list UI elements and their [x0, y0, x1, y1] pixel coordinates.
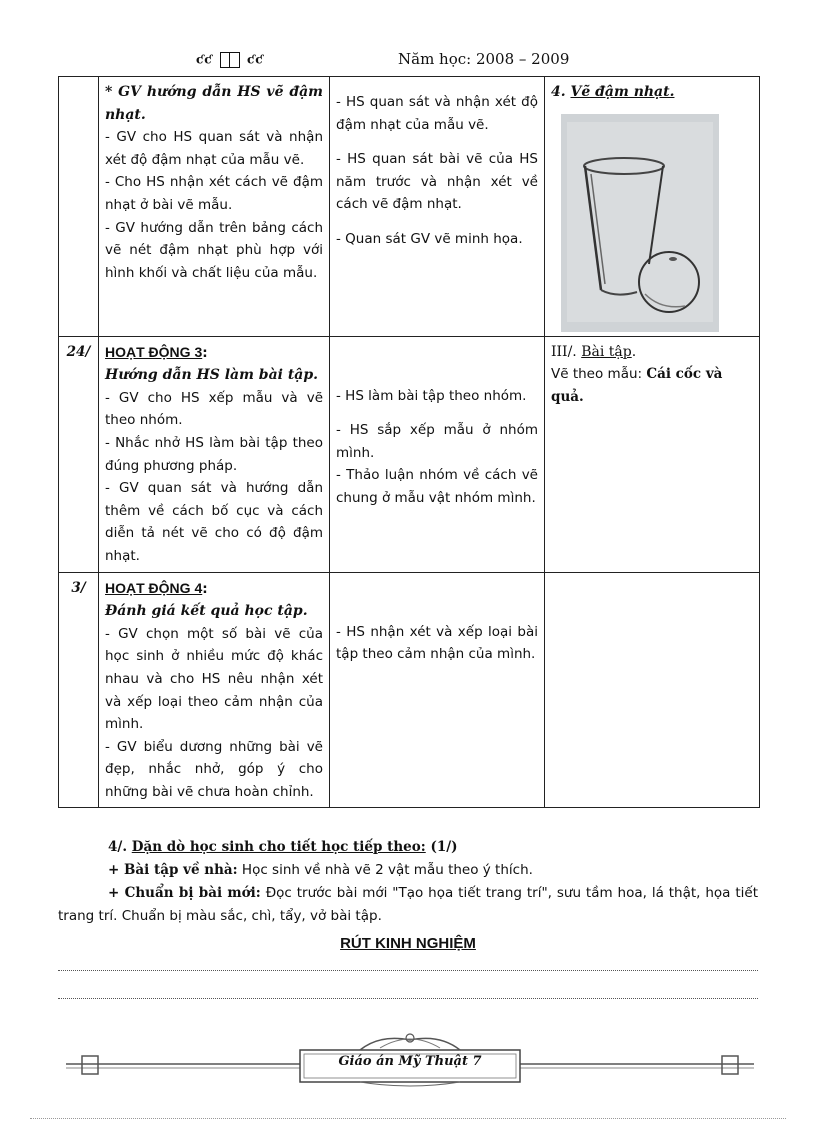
time-cell: 24/	[59, 336, 99, 572]
page-footer	[60, 1028, 760, 1092]
student-activity-cell	[330, 77, 545, 337]
time-cell: 3/	[59, 572, 99, 808]
list-item: - Nhắc nhở HS làm bài tập theo đúng phương pháp.	[105, 434, 323, 474]
content-heading	[551, 81, 753, 104]
prepare-label: + Chuẩn bị bài mới:	[108, 885, 261, 901]
closing-section	[58, 836, 758, 955]
homework-text: Học sinh về nhà vẽ 2 vật mẫu theo ý thích.	[237, 862, 533, 878]
section-4-heading	[58, 836, 758, 859]
teacher-activity-cell: HOẠT ĐỘNG 4: Đánh giá kết quả học tập. - GV chọn một số bài vẽ của học sinh ở nhiều mức độ khác nhau và cho HS nêu nhận xét và xếp loại theo cảm nhận của mình. - GV biểu dương những bài vẽ đẹp, nhắc nhở, góp ý cho những bài vẽ chưa hoàn chỉnh.	[99, 572, 330, 808]
list-item: - HS làm bài tập theo nhóm.	[336, 387, 527, 404]
list-item: - GV cho HS quan sát và nhận xét độ đậm nhạt của mẫu vẽ.	[105, 129, 323, 168]
section-title: * GV hướng dẫn HS vẽ đậm nhạt.	[105, 84, 323, 123]
teacher-activity-cell	[99, 77, 330, 337]
content-heading: III/. Bài tập.	[551, 343, 637, 360]
content-cell	[545, 572, 760, 808]
content-number: III/.	[551, 343, 577, 360]
prepare-text: Đọc trước bài mới "Tạo họa tiết trang trí", sưu tầm hoa, lá thật, họa tiết trang trí. Chuẩn bị màu sắc, chì, tẩy, vở bài tập.	[58, 885, 758, 924]
section-time: (1/)	[430, 839, 458, 855]
list-item: - HS nhận xét và xếp loại bài tập theo cảm nhận của mình.	[336, 623, 538, 663]
bottom-divider	[30, 1118, 786, 1119]
list-item: - GV cho HS xếp mẫu và vẽ theo nhóm.	[105, 389, 323, 429]
content-title: Vẽ đậm nhạt.	[570, 84, 675, 100]
table-row	[59, 572, 760, 808]
exercise-text	[551, 363, 753, 408]
list-item: - HS quan sát bài vẽ của HS năm trước và nhận xét về cách vẽ đậm nhạt.	[336, 151, 538, 213]
content-number: 4.	[551, 84, 566, 100]
homework-label: + Bài tập về nhà:	[108, 862, 238, 878]
list-item: - HS quan sát và nhận xét độ đậm nhạt của mẫu vẽ.	[336, 94, 538, 133]
exercise-label: Vẽ theo mẫu:	[551, 366, 647, 383]
activity-subtitle: Hướng dẫn HS làm bài tập.	[105, 367, 319, 384]
logo-ornament-left: ƈƈ	[196, 52, 213, 67]
school-year: Năm học: 2008 – 2009	[398, 50, 570, 68]
list-item: - Thảo luận nhóm về cách vẽ chung ở mẫu vật nhóm mình.	[336, 467, 538, 506]
teacher-activity-cell: HOẠT ĐỘNG 3: Hướng dẫn HS làm bài tập. - GV cho HS xếp mẫu và vẽ theo nhóm. - Nhắc nhở HS làm bài tập theo đúng phương pháp. - GV quan sát và hướng dẫn thêm về cách bố cục và cách diễn tả nét vẽ cho có độ đậm nhạt.	[99, 336, 330, 572]
time-cell	[59, 77, 99, 337]
header-logo	[196, 52, 264, 68]
list-item: - GV hướng dẫn trên bảng cách vẽ nét đậm nhạt phù hợp với hình khối và chất liệu của mẫu.	[105, 219, 323, 281]
activity-title: HOẠT ĐỘNG 4	[105, 579, 203, 596]
content-cell	[545, 336, 760, 572]
dotted-line	[58, 998, 758, 999]
table-row	[59, 77, 760, 337]
list-item: - Cho HS nhận xét cách vẽ đậm nhạt ở bài vẽ mẫu.	[105, 174, 323, 213]
homework-item	[58, 859, 758, 882]
book-icon	[220, 52, 240, 68]
list-item: - GV biểu dương những bài vẽ đẹp, nhắc nhở, góp ý cho những bài vẽ chưa hoàn chỉnh.	[105, 738, 323, 800]
section-number: 4/.	[108, 839, 128, 855]
page-header	[196, 50, 756, 72]
section-title: Dặn dò học sinh cho tiết học tiếp theo:	[131, 839, 426, 855]
list-item: - GV quan sát và hướng dẫn thêm về cách bố cục và cách diễn tả nét vẽ cho có độ đậm nhạt.	[105, 480, 323, 564]
content-title: Bài tập	[581, 343, 632, 360]
list-item: - Quan sát GV vẽ minh họa.	[336, 230, 523, 247]
lessons-learned-title: RÚT KINH NGHIỆM	[340, 935, 476, 952]
sketch-image	[561, 114, 719, 332]
cup-and-fruit-illustration	[561, 114, 719, 332]
lesson-table	[58, 76, 760, 808]
activity-subtitle: Đánh giá kết quả học tập.	[105, 603, 308, 620]
list-item: - GV chọn một số bài vẽ của học sinh ở nhiều mức độ khác nhau và cho HS nêu nhận xét và xếp loại theo cảm nhận của mình.	[105, 625, 323, 733]
content-cell	[545, 77, 760, 337]
activity-title: HOẠT ĐỘNG 3	[105, 343, 203, 360]
logo-ornament-right: ƈƈ	[247, 52, 264, 67]
prepare-item	[58, 882, 758, 928]
dotted-line	[58, 970, 758, 971]
student-activity-cell	[330, 572, 545, 808]
footer-title: Giáo án Mỹ Thuật 7	[338, 1054, 482, 1069]
table-row	[59, 336, 760, 572]
exercise-subject: Cái cốc và quả.	[551, 366, 723, 405]
student-activity-cell	[330, 336, 545, 572]
list-item: - HS sắp xếp mẫu ở nhóm mình.	[336, 422, 538, 461]
